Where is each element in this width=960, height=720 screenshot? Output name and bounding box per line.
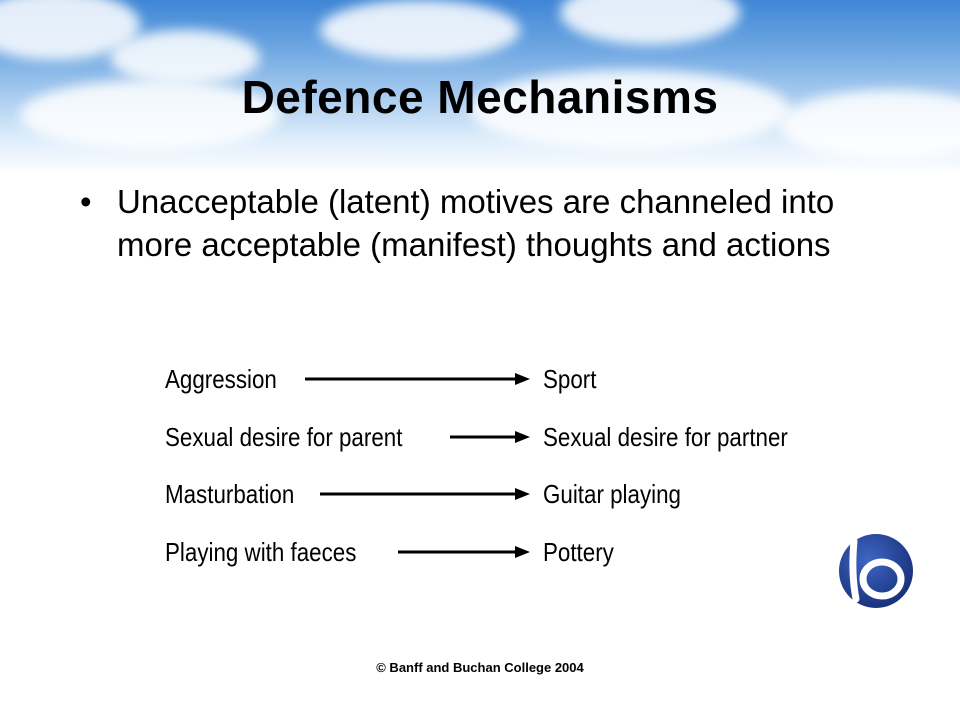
mapping-row [0, 536, 960, 576]
arrow-right-icon [450, 430, 530, 444]
arrow-right-icon [398, 545, 530, 559]
slide-title: Defence Mechanisms [241, 71, 719, 123]
copyright-footer: © Banff and Buchan College 2004 [376, 660, 584, 675]
mapping-to: Sexual desire for partner [543, 422, 788, 452]
mapping-from: Masturbation [165, 479, 295, 509]
mapping-from: Aggression [165, 364, 277, 394]
mapping-to: Sport [543, 364, 597, 394]
college-logo-icon [838, 533, 914, 609]
mapping-from: Sexual desire for parent [165, 422, 403, 452]
mapping-to: Pottery [543, 537, 614, 567]
arrow-right-icon [305, 372, 530, 386]
bullet-text: Unacceptable (latent) motives are channeled into more acceptable (manifest) thoughts and actions [117, 183, 835, 263]
mapping-row [0, 363, 960, 403]
mapping-row [0, 421, 960, 461]
bullet-symbol: • [80, 183, 92, 220]
mapping-to: Guitar playing [543, 479, 681, 509]
mapping-from: Playing with faeces [165, 537, 357, 567]
arrow-right-icon [320, 487, 530, 501]
mapping-row [0, 478, 960, 518]
